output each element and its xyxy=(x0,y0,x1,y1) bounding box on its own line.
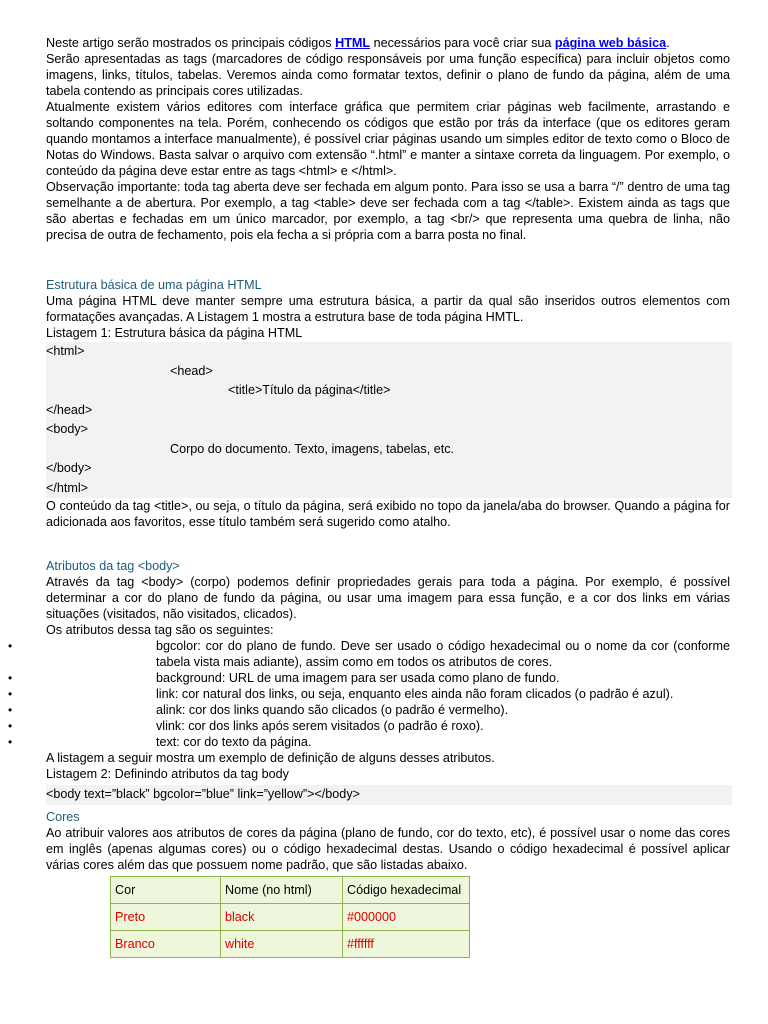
section-paragraph: Através da tag <body> (corpo) podemos definir propriedades gerais para toda a página. Por exemplo, é possível determinar a cor do plano de fundo da página, ou usar uma imagem para essa função, e a cor dos links em várias situações (visitados, não visitados, clicados). xyxy=(46,575,730,621)
section-paragraph: O conteúdo da tag <title>, ou seja, o título da página, será exibido no topo da janela/aba do browser. Quando a página for adicionada aos favoritos, esse título também será sugerido como atalho. xyxy=(46,499,730,529)
table-cell: Branco xyxy=(111,931,221,958)
table-header-cell: Cor xyxy=(111,877,221,904)
table-cell: #ffffff xyxy=(343,931,470,958)
section-cores xyxy=(46,809,730,958)
list-item: • bgcolor: cor do plano de fundo. Deve ser usado o código hexadecimal ou o nome da cor (conforme tabela vista mais adiante), assim como em todos os atributos de cores. xyxy=(46,638,730,670)
intro-text: necessários para você criar sua xyxy=(370,36,555,50)
table-cell: white xyxy=(221,931,343,958)
section-paragraph: Ao atribuir valores aos atributos de cores da página (plano de fundo, cor do texto, etc), é possível usar o nome das cores em inglês (apenas algumas cores) ou o código hexadecimal destas. Usando o código hexadecimal é possível aplicar várias cores além das que possuem nome padrão, que são listadas abaixo. xyxy=(46,826,730,872)
attributes-list xyxy=(46,638,730,750)
section-paragraph: Os atributos dessa tag são os seguintes: xyxy=(46,623,274,637)
table-row xyxy=(111,904,470,931)
pagina-web-basica-link[interactable]: página web básica xyxy=(554,36,667,50)
code-line: <title>Título da página</title> xyxy=(228,383,391,397)
table-row xyxy=(111,931,470,958)
list-item: • link: cor natural dos links, ou seja, enquanto eles ainda não foram clicados (o padrão é azul). xyxy=(46,686,730,702)
list-item: • text: cor do texto da página. xyxy=(46,734,730,750)
listing-title: Listagem 2: Definindo atributos da tag body xyxy=(46,767,289,781)
intro-paragraph-2: Serão apresentadas as tags (marcadores de código responsáveis por uma função específica) para incluir objetos como imagens, links, títulos, tabelas. Veremos ainda como formatar textos, definir o plano de fundo da página, além de uma tabela contendo as principais cores utilizadas. xyxy=(46,52,730,98)
code-line: <body> xyxy=(46,422,89,436)
section-heading: Atributos da tag <body> xyxy=(46,559,180,573)
colors-table xyxy=(110,876,470,958)
code-line: </body> xyxy=(46,461,92,475)
table-cell: #000000 xyxy=(343,904,470,931)
intro-block xyxy=(46,35,730,243)
code-listing-2 xyxy=(46,785,732,805)
table-header-row xyxy=(111,877,470,904)
list-item: • alink: cor dos links quando são clicados (o padrão é vermelho). xyxy=(46,702,730,718)
code-listing-1 xyxy=(46,342,732,498)
intro-paragraph-3: Atualmente existem vários editores com interface gráfica que permitem criar páginas web facilmente, arrastando e soltando componentes na tela. Porém, conhecendo os códigos que estão por trás da interface (que os editores geram quando montamos a interface manualmente), é possível criar páginas usando um simples editor de texto como o Bloco de Notas do Windows. Basta salvar o arquivo com extensão “.html” e manter a sintaxe correta da linguagem. Por exemplo, o conteúdo da página deve estar entre as tags <html> e </html>. xyxy=(46,100,730,178)
section-atributos-body xyxy=(46,558,730,805)
section-heading: Cores xyxy=(46,810,80,824)
listing-title: Listagem 1: Estrutura básica da página HTML xyxy=(46,326,303,340)
table-cell: Preto xyxy=(111,904,221,931)
list-item: • vlink: cor dos links após serem visitados (o padrão é roxo). xyxy=(46,718,730,734)
section-estrutura xyxy=(46,277,730,530)
intro-paragraph-1 xyxy=(46,35,730,51)
code-line: </html> xyxy=(46,480,88,495)
code-line: <body text=”black” bgcolor=”blue” link=”yellow”></body> xyxy=(46,787,360,801)
table-header-cell: Código hexadecimal xyxy=(343,877,470,904)
intro-text: Neste artigo serão mostrados os principais códigos xyxy=(46,36,336,50)
code-line: <head> xyxy=(170,363,213,378)
list-item: • background: URL de uma imagem para ser usada como plano de fundo. xyxy=(46,670,730,686)
table-cell: black xyxy=(221,904,343,931)
html-link[interactable]: HTML xyxy=(335,36,371,50)
section-paragraph: A listagem a seguir mostra um exemplo de definição de alguns desses atributos. xyxy=(46,751,495,765)
intro-text: . xyxy=(666,36,670,50)
table-header-cell: Nome (no html) xyxy=(221,877,343,904)
section-heading: Estrutura básica de uma página HTML xyxy=(46,278,262,292)
section-paragraph: Uma página HTML deve manter sempre uma estrutura básica, a partir da qual são inseridos outros elementos com formatações avançadas. A Listagem 1 mostra a estrutura base de toda página HMTL. xyxy=(46,294,730,324)
intro-paragraph-4: Observação importante: toda tag aberta deve ser fechada em algum ponto. Para isso se usa a barra “/” dentro de uma tag semelhante a de abertura. Por exemplo, a tag <table> deve ser fechada com a tag </table>. Existem ainda as tags que são abertas e fechadas em um único marcador, por exemplo, a tag <br/> que representa uma quebra de linha, não precisa de outra de fechamento, pois ela fecha a si própria com a barra posta no final. xyxy=(46,180,730,242)
code-line: </head> xyxy=(46,402,93,417)
code-line: Corpo do documento. Texto, imagens, tabelas, etc. xyxy=(170,441,454,456)
code-line: <html> xyxy=(46,344,85,358)
